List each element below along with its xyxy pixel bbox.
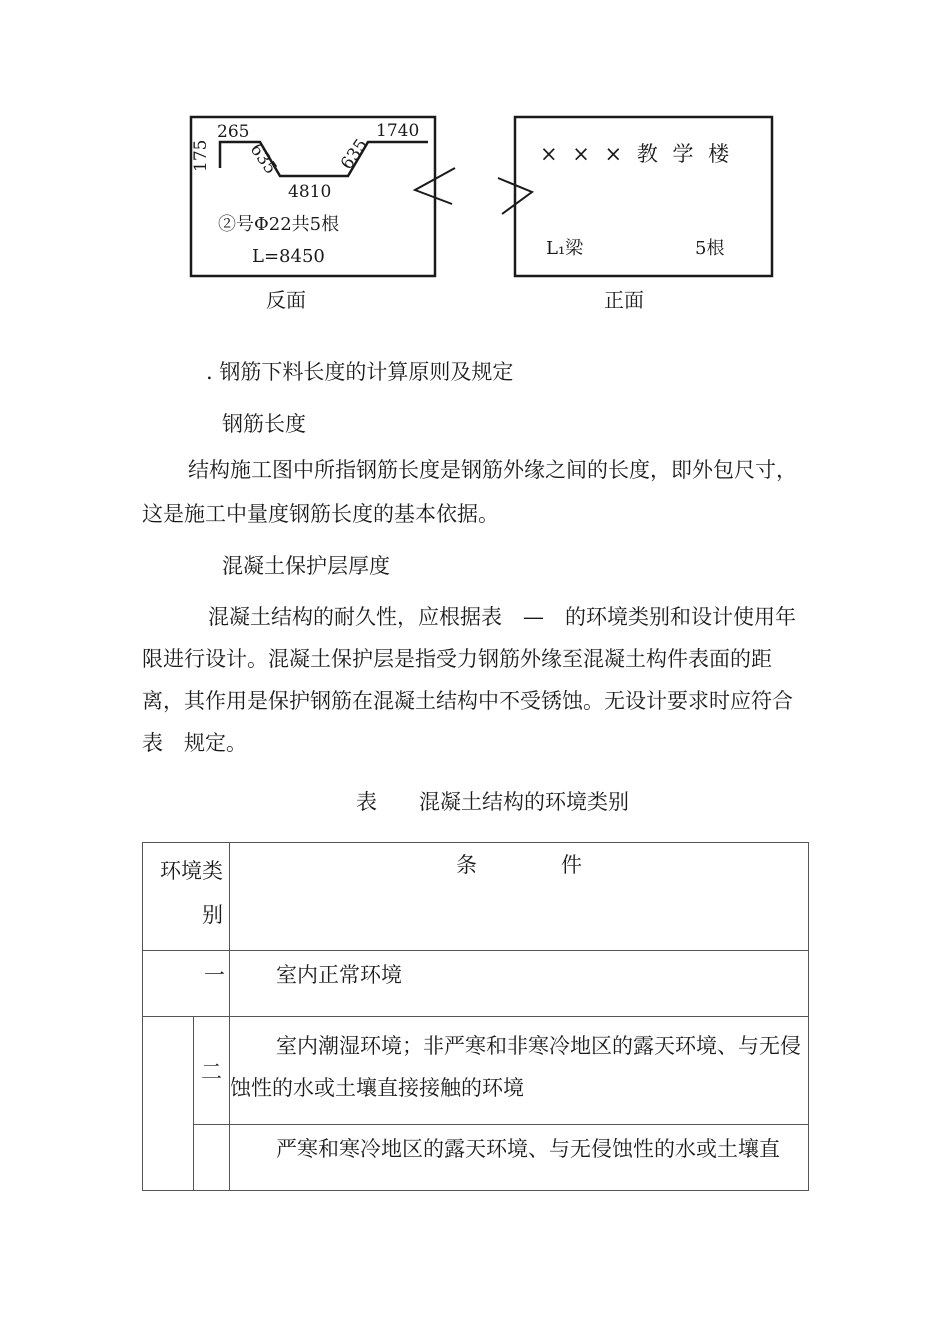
front-caption: 正面 (604, 288, 644, 312)
dim-4810: 4810 (288, 182, 332, 202)
table-row (143, 1017, 809, 1125)
member-name: L₁梁 (546, 238, 584, 259)
bar-spec: ②号Φ22共5根 (218, 214, 340, 235)
dim-175: 175 (191, 139, 211, 172)
subheading-rebar-length: 钢筋长度 (222, 412, 306, 436)
rebar-tag-figure (180, 110, 790, 320)
paragraph-rebar-length: 结构施工图中所指钢筋长度是钢筋外缘之间的长度，即外包尺寸，这是施工中量度钢筋长度的基本依据。 (142, 458, 797, 526)
dim-635-left: 635 (245, 140, 281, 179)
condition-cell: 室内正常环境 (230, 951, 809, 1017)
condition-cell: 严寒和寒冷地区的露天环境、与无侵蚀性的水或土壤直 (230, 1125, 809, 1191)
back-caption: 反面 (266, 288, 306, 312)
table-caption: 表 混凝土结构的环境类别 (356, 790, 629, 814)
table-row (143, 1125, 809, 1191)
category-cell: 二 (193, 1017, 229, 1125)
subheading-cover-thickness: 混凝土保护层厚度 (222, 554, 390, 578)
table-row (143, 951, 809, 1017)
member-count: 5根 (695, 238, 725, 259)
bar-length: L=8450 (252, 246, 325, 267)
dim-635-right: 635 (337, 135, 372, 174)
dim-1740: 1740 (376, 121, 420, 141)
condition-cell: 室内潮湿环境；非严寒和非寒冷地区的露天环境、与无侵蚀性的水或土壤直接接触的环境 (230, 1017, 809, 1125)
header-condition: 条 件 (230, 843, 809, 951)
environment-category-table (142, 842, 809, 1191)
table-header-row (143, 843, 809, 951)
category-cell: 一 (143, 951, 230, 1017)
category-group-cell (143, 1017, 194, 1191)
section-title: . 钢筋下料长度的计算原则及规定 (206, 360, 514, 384)
category-cell (193, 1125, 229, 1191)
paragraph-cover-thickness: 混凝土结构的耐久性，应根据表 — 的环境类别和设计使用年限进行设计。混凝土保护层是指受力钢筋外缘至混凝土构件表面的距离，其作用是保护钢筋在混凝土结构中不受锈蚀。无设计要求时应符合表 规定。 (142, 605, 796, 755)
header-category: 环境类别 (143, 843, 230, 951)
building-name: × × × 教 学 楼 (540, 142, 734, 166)
dim-265: 265 (217, 122, 250, 142)
